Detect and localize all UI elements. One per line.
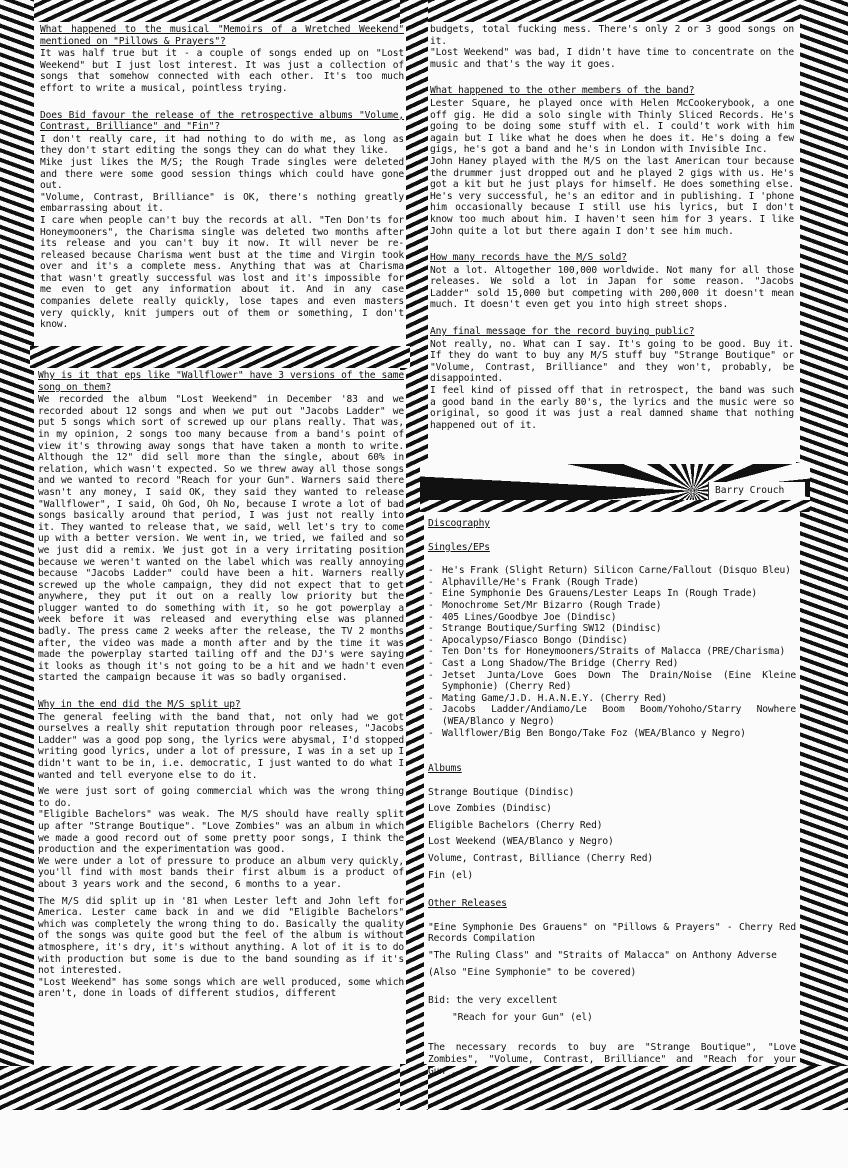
answer-paragraph: We recorded the album "Lost Weekend" in December '83 and we recorded about 12 songs and when we put out "Jacobs Ladder" we put 5 songs which sort of screwed up our plans really. That was, in my opinion, 2 songs too many because from a band's point of view it's throwing away songs that have taken a month to write. Although the 12" did sell more than the single, about 60% in relation, which wasn't expected. So we threw away all those songs and we wanted to record "Reach for your Gun". Warners said there wasn't any money, I said OK, they said they wanted to release "Wallflower", I said, Oh God, Oh No, because I wrote a lot of bad songs basically around that period, I was just not really into it. They wanted to release that, we said, well let's try to come up with a better version. We went in, we tried, we failed and so we just did a remix. We just got in a very irritating position because we weren't wanted on the label which was really annoying because "Jacobs Ladder" could have been a hit. Warners really screwed up the whole campaign, they did not expect that to get anywhere, they put it out on a really low priority but the plugger wanted to do something with it, so he got powerplay a week before it was released and everything else was planned badly. The press came 2 weeks after the release, the TV 2 months after, the video was made a month after and by the time it was made the powerplay started tailing off and the DJ's were saying it looks as though it's not going to be a hit and we hadn't even started the campaign because it was so badly organised. bbox=[38, 394, 404, 684]
question-heading: How many records have the M/S sold? bbox=[430, 252, 627, 264]
list-item: - Jacobs Ladder/Andiamo/Le Boom Boom/Yohoho/Starry Nowhere (WEA/Blanco y Negro) bbox=[428, 704, 796, 727]
qa-block bbox=[430, 326, 794, 431]
answer-paragraph: Not really, no. What can I say. It's going to be good. Buy it. If they do want to buy any M/S stuff buy "Strange Boutique" or "Volume, Contrast, Brilliance" and they won't, probably, be disappointed. bbox=[430, 338, 794, 385]
article-left-top bbox=[38, 24, 406, 346]
article-right-top bbox=[428, 24, 796, 464]
answer-paragraph: The general feeling with the band that, not only had we got ourselves a really shit reputation through poor releases, "Jacobs Ladder" was a good pop song, the lyrics were abysmal, I'd stopped writing good lyrics, under a lot of pressure, I was in a set up I didn't want to be in, i.e. democratic, I just wanted to do what I wanted and tell everyone else to do it. bbox=[38, 711, 404, 781]
answer-paragraph: "Lost Weekend" was bad, I didn't have time to concentrate on the music and that's the way it goes. bbox=[430, 47, 794, 70]
qa-block bbox=[430, 85, 794, 237]
left-middle-stripe-band bbox=[30, 346, 410, 368]
bid-recommendation: Bid: the very excellent bbox=[428, 995, 558, 1007]
article-left-bottom bbox=[36, 370, 406, 1064]
answer-paragraph: We were just sort of going commercial which was the wrong thing to do. bbox=[38, 786, 404, 809]
list-item: (Also "Eine Symphonie" to be covered) bbox=[428, 966, 637, 978]
list-item: Love Zombies (Dindisc) bbox=[428, 803, 552, 815]
author-credit: Barry Crouch bbox=[708, 482, 805, 500]
answer-paragraph: "Volume, Contrast, Brilliance" is OK, there's nothing greatly embarrassing about it. bbox=[40, 191, 404, 215]
list-item: - Mating Game/J.D. H.A.N.E.Y. (Cherry Red) bbox=[428, 693, 796, 705]
list-item: Lost Weekend (WEA/Blanco y Negro) bbox=[428, 836, 614, 848]
list-item: - Monochrome Set/Mr Bizarro (Rough Trade) bbox=[428, 600, 796, 612]
list-item: Eligible Bachelors (Cherry Red) bbox=[428, 819, 603, 831]
answer-paragraph: We were under a lot of pressure to produce an album very quickly, you'll find with most bands their first album is a product of about 3 years work and the second, 6 months to a year. bbox=[38, 855, 404, 890]
list-item: "Eine Symphonie Des Grauens" on "Pillows & Prayers" - Cherry Red Records Compilation bbox=[428, 921, 796, 945]
answer-paragraph: The M/S did split up in '81 when Lester left and John left for America. Lester came back in and we did "Eligible Bachelors" which was completely the wrong thing to do. Basically the quality of the songs was quite good but the feel of the album is without atmosphere, it's dry, it's without anything. A lot of it is to do with production but some is due to the band sounding as if it's not interested. bbox=[38, 895, 404, 977]
question-heading: Any final message for the record buying public? bbox=[430, 326, 695, 338]
answer-paragraph: I feel kind of pissed off that in retrospect, the band was such a good band in the early 80's, the lyrics and the music were so original, so good it was just a real damned shame that nothing happened out of it. bbox=[430, 385, 794, 431]
qa-block bbox=[38, 370, 404, 684]
answer-paragraph: John Haney played with the M/S on the last American tour because the drummer just dropped out and he played 2 gigs with us. He's got a kit but he just plays for himself. He does something else. He's very successful, he's an editor and in publishing. I 'phone him occasionally because I still use his lyrics, but I don't know too much about him. I haven't seen him for 3 years. I like John quite a lot but there again I don't see him much. bbox=[430, 155, 794, 237]
albums-title: Albums bbox=[428, 763, 462, 775]
answer-paragraph: I care when people can't buy the records at all. "Ten Don'ts for Honeymooners", the Charisma single was deleted two months after its release and you can't buy it now. It will never be re-released because Charisma went bust at the time and Virgin took over and it's a complete mess. Anything that was at Charisma that wasn't greatly successful was lost and it's impossible for me even to get any information about it. And in any case companies delete really quickly, lose tapes and even masters very quickly, knit jumpers out of them or something, I don't know. bbox=[40, 214, 404, 331]
right-middle-stripe-band bbox=[420, 500, 810, 512]
answer-paragraph: I don't really care, it had nothing to do with me, as long as they don't start editing the songs they can do what they like. bbox=[40, 133, 404, 157]
list-item: Fin (el) bbox=[428, 869, 474, 881]
answer-paragraph: Mike just likes the M/S; the Rough Trade singles were deleted and there were some good session things which could have gone out. bbox=[40, 156, 404, 192]
list-item: - Eine Symphonie Des Grauens/Lester Leaps In (Rough Trade) bbox=[428, 588, 796, 600]
list-item: - Jetset Junta/Love Goes Down The Drain/Noise (Eine Kleine Symphonie) (Cherry Red) bbox=[428, 670, 796, 693]
other-releases-title: Other Releases bbox=[428, 898, 507, 910]
qa-block bbox=[40, 24, 404, 95]
qa-block bbox=[430, 252, 794, 311]
list-item: - 405 Lines/Goodbye Joe (Dindisc) bbox=[428, 612, 796, 624]
answer-paragraph: "Eligible Bachelors" was weak. The M/S should have really split up after "Strange Boutique". "Love Zombies" was an album in which we made a good record out of some pretty poor songs, I think the production and the experimentation was good. bbox=[38, 809, 404, 856]
question-heading: What happened to the musical "Memoirs of a Wretched Weekend" mentioned on "Pillows & Prayers"? bbox=[40, 24, 404, 47]
right-stripe-border bbox=[800, 0, 848, 1110]
singles-list bbox=[428, 565, 796, 739]
answer-paragraph: budgets, total fucking mess. There's only 2 or 3 good songs on it. bbox=[430, 24, 794, 47]
bid-recommendation-title: "Reach for your Gun" (el) bbox=[452, 1011, 593, 1023]
discography-title: Discography bbox=[428, 518, 490, 529]
question-heading: Does Bid favour the release of the retrospective albums "Volume, Contrast, Brilliance" and "Fin"? bbox=[40, 109, 404, 133]
qa-block bbox=[40, 110, 404, 331]
discography-box bbox=[424, 512, 798, 1077]
list-item: - He's Frank (Slight Return) Silicon Carne/Fallout (Disquo Bleu) bbox=[428, 565, 796, 577]
list-item: "The Ruling Class" and "Straits of Malacca" on Anthony Adverse bbox=[428, 950, 777, 962]
answer-paragraph: It was half true but it - a couple of songs ended up on "Lost Weekend" but I just lost interest. It was just a collection of songs that somehow connected with each other. It's too much effort to write a musical, pointless trying. bbox=[40, 48, 404, 94]
singles-title: Singles/EPs bbox=[428, 541, 490, 553]
answer-paragraph: Not a lot. Altogether 100,000 worldwide. Not many for all those releases. We sold a lot in Japan for some reason. "Jacobs Ladder" sold 15,000 but competing with 200,000 it doesn't mean much. It doesn't even get you into high street shops. bbox=[430, 264, 794, 311]
list-item: Volume, Contrast, Billiance (Cherry Red) bbox=[428, 853, 654, 865]
qa-block bbox=[430, 24, 794, 70]
question-heading: What happened to the other members of the band? bbox=[430, 85, 695, 97]
list-item: - Ten Don'ts for Honeymooners/Straits of Malacca (PRE/Charisma) bbox=[428, 646, 796, 658]
closing-note: The necessary records to buy are "Strange Boutique", "Love Zombies", "Volume, Contrast, Brilliance" and "Reach for your Gun". bbox=[428, 1042, 796, 1077]
answer-paragraph: "Lost Weekend" has some songs which are well produced, some which aren't, done in loads of different studios, different bbox=[38, 976, 404, 1000]
list-item: - Wallflower/Big Ben Bongo/Take Foz (WEA/Blanco y Negro) bbox=[428, 728, 796, 740]
question-heading: Why in the end did the M/S split up? bbox=[38, 699, 241, 711]
qa-block bbox=[38, 699, 404, 1000]
left-stripe-border bbox=[0, 0, 34, 1110]
list-item: - Alphaville/He's Frank (Rough Trade) bbox=[428, 577, 796, 589]
list-item: - Apocalypso/Fiasco Bongo (Dindisc) bbox=[428, 635, 796, 647]
question-heading: Why is it that eps like "Wallflower" have 3 versions of the same song on them? bbox=[38, 370, 404, 393]
list-item: - Strange Boutique/Surfing SW12 (Dindisc) bbox=[428, 623, 796, 635]
list-item: Strange Boutique (Dindisc) bbox=[428, 786, 575, 798]
list-item: - Cast a Long Shadow/The Bridge (Cherry Red) bbox=[428, 658, 796, 670]
answer-paragraph: Lester Square, he played once with Helen McCookerybook, a one off gig. He did a solo single with Thinly Sliced Records. He's going to be doing some stuff with el. I could't work with him again but I like what he does when he does it. He's doing a few gigs, he's got a band and he's in London with Invisible Inc. bbox=[430, 97, 794, 156]
